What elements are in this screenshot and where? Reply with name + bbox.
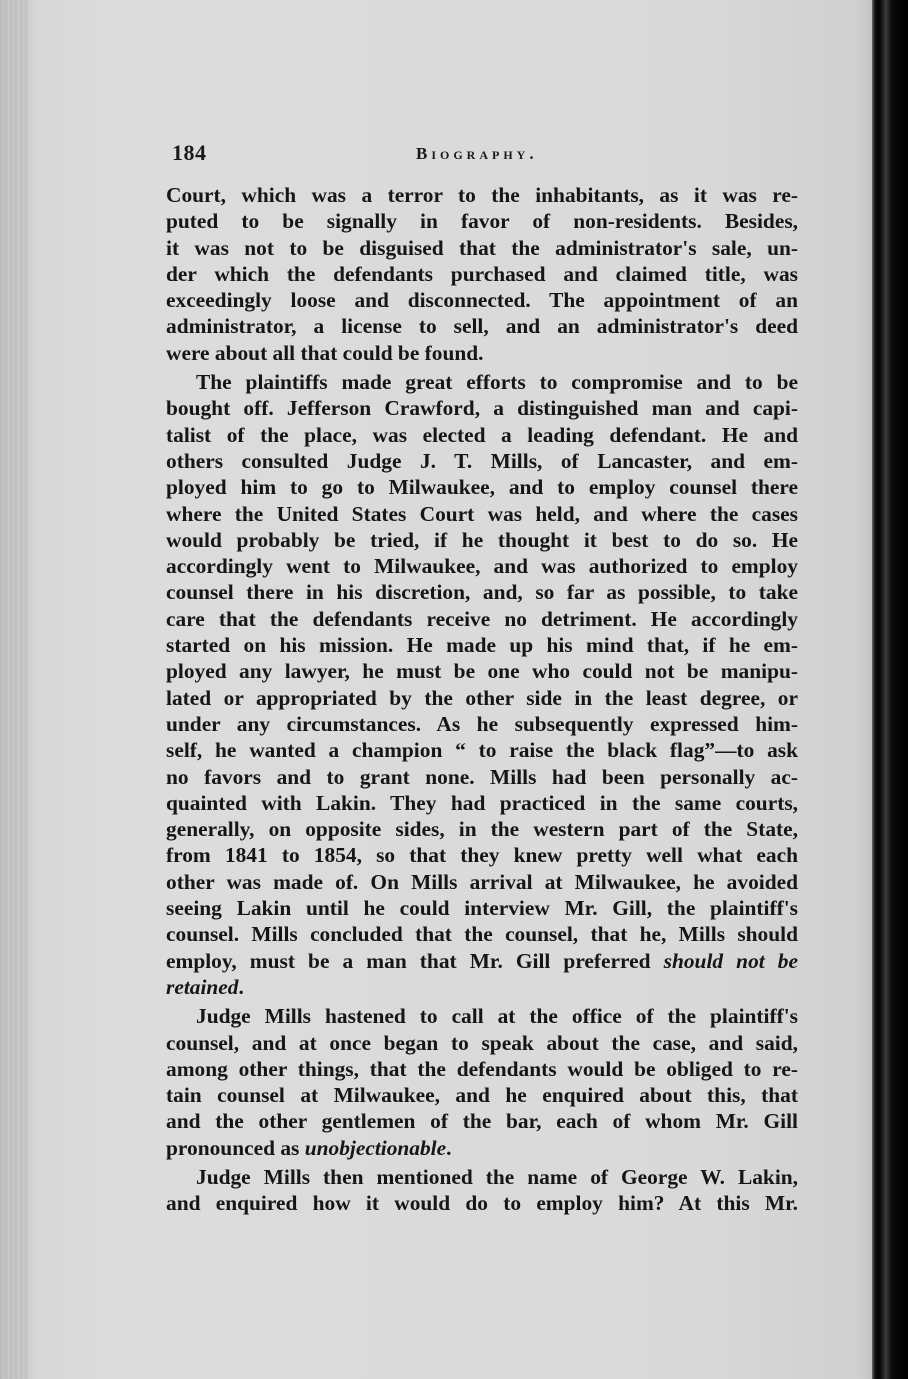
text-line: among other things, that the defendants would be obliged to re- [166,1056,798,1081]
running-head: Biography. [416,144,538,163]
italic-text: retained [166,974,239,999]
text-line: and enquired how it would do to employ him? At this Mr. [166,1191,798,1216]
text-line: seeing Lakin until he could interview Mr. Gill, the plaintiff's [166,896,798,921]
text-line: no favors and to grant none. Mills had been personally ac- [166,764,798,789]
text-line: others consulted Judge J. T. Mills, of Lancaster, and em- [166,448,798,473]
page-binding-shadow [0,0,28,1379]
text-line: Court, which was a terror to the inhabitants, as it was re- [166,183,798,207]
text-line: would probably be tried, if he thought it best to do so. He [166,527,798,552]
text-line: counsel, and at once began to speak about the case, and said, [166,1030,798,1055]
text-line: lated or appropriated by the other side in the least degree, or [166,685,798,710]
text-line: counsel there in his discretion, and, so far as possible, to take [166,580,798,605]
text-line: other was made of. On Mills arrival at Milwaukee, he avoided [166,869,798,894]
text-line: it was not to be disguised that the administrator's sale, un- [166,235,798,260]
text-line: ployed any lawyer, he must be one who could not be manipu- [166,659,798,684]
text-line: tain counsel at Milwaukee, and he enquired about this, that [166,1083,798,1108]
text-line: The plaintiffs made great efforts to compromise and to be [196,370,798,395]
text-line: from 1841 to 1854, so that they knew pretty well what each [166,843,798,868]
text-segment: pronounced as [166,1135,300,1160]
text-segment: employ, must be a man that Mr. Gill preferred [166,948,651,973]
text-line: self, he wanted a champion “ to raise the black flag”—to ask [166,738,798,763]
text-line: accordingly went to Milwaukee, and was authorized to employ [166,554,798,579]
text-line: Judge Mills then mentioned the name of George W. Lakin, [196,1164,798,1189]
text-segment: . [238,974,244,999]
text-line: talist of the place, was elected a leading defendant. He and [166,422,798,447]
text-line: counsel. Mills concluded that the counsel, that he, Mills should [166,922,798,947]
text-line: were about all that could be found. [166,340,484,365]
text-line [166,974,798,1000]
text-line: ployed him to go to Milwaukee, and to employ counsel there [166,475,798,500]
paragraph-1 [166,182,798,366]
paragraph-4 [166,1164,798,1217]
paragraph-3 [166,1003,798,1161]
text-line: where the United States Court was held, and where the cases [166,501,798,526]
text-line: der which the defendants purchased and claimed title, was [166,261,798,286]
text-line: under any circumstances. As he subsequently expressed him- [166,711,798,736]
text-line: bought off. Jefferson Crawford, a distinguished man and capi- [166,396,798,421]
text-line: exceedingly loose and disconnected. The appointment of an [166,288,798,313]
text-line: quainted with Lakin. They had practiced in the same courts, [166,790,798,815]
text-line: generally, on opposite sides, in the western part of the State, [166,817,798,842]
body-text [166,182,798,1217]
text-line [166,1135,798,1161]
page-number: 184 [172,140,207,165]
text-segment: . [446,1135,452,1160]
text-line: puted to be signally in favor of non-residents. Besides, [166,209,798,234]
paragraph-2 [166,369,798,1000]
text-line: administrator, a license to sell, and an administrator's deed [166,314,798,339]
text-line: and the other gentlemen of the bar, each of whom Mr. Gill [166,1109,798,1134]
italic-text: unobjectionable [304,1135,447,1160]
page-edge-dark-border [872,0,908,1379]
italic-text: should not be [663,948,798,973]
text-line: started on his mission. He made up his mind that, if he em- [166,633,798,658]
text-line: care that the defendants receive no detriment. He accordingly [166,606,798,631]
text-line: Judge Mills hastened to call at the office of the plaintiff's [196,1004,798,1029]
text-line [166,948,798,974]
